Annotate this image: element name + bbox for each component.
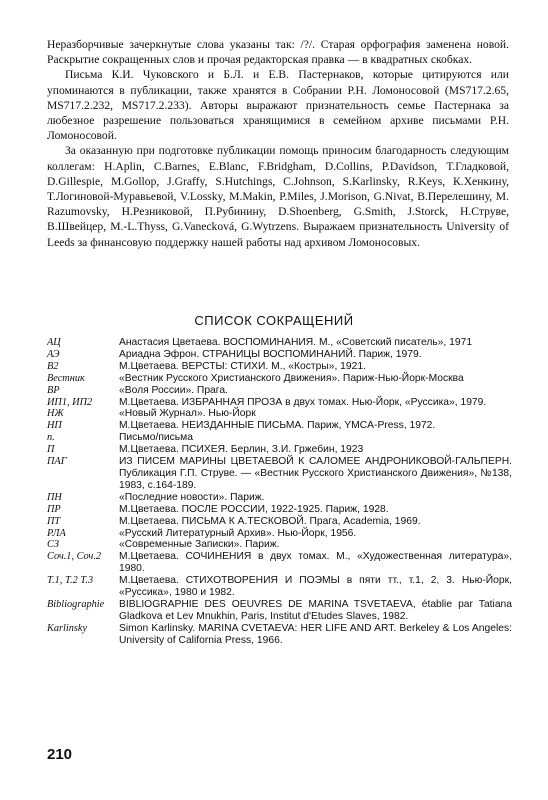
- abbreviation-key: РЛА: [47, 527, 66, 539]
- abbreviation-row: [47, 432, 512, 444]
- abbreviation-row: [47, 408, 512, 420]
- abbreviation-row: [47, 528, 512, 540]
- abbreviation-key: СЗ: [47, 539, 59, 551]
- abbreviation-key: ПР: [47, 503, 61, 515]
- abbreviation-key: Вестник: [47, 372, 85, 384]
- abbreviation-desc: М.Цветаева. ВЕРСТЫ: СТИХИ. М., «Костры», 1921.: [119, 360, 366, 372]
- abbreviation-row: [47, 551, 512, 575]
- intro-text: [47, 37, 509, 250]
- abbreviation-row: [47, 456, 512, 492]
- abbreviation-desc: М.Цветаева. ИЗБРАННАЯ ПРОЗА в двух томах. Нью-Йорк, «Руссика», 1979.: [119, 396, 487, 408]
- abbreviation-key: АЭ: [47, 348, 60, 360]
- abbreviation-row: [47, 444, 512, 456]
- abbreviation-desc: М.Цветаева. СТИХОТВОРЕНИЯ И ПОЭМЫ в пяти тт., т.1, 2, 3. Нью-Йорк, «Руссика», 1980 и 1982.: [119, 575, 512, 599]
- abbreviation-row: [47, 492, 512, 504]
- intro-paragraph-3: За оказанную при подготовке публикации помощь приносим благодарность следующим коллегам: H.Aplin, C.Barnes, E.Blanc, F.Bridgham, D.Collins, P.Davidson, Т.Гладковой, D.Gillespie, M.Gollop, J.Graffy, S.Hutchings, C.Johnson, S.Karlinsky, R.Keys, К.Хенкину, Т.Логиновой-Муравьевой, V.Lossky, M.Makin, P.Miles, J.Morison, G.Nivat, В.Перелешину, M. Razumovsky, Н.Резниковой, П.Рубинину, D.Shoenberg, G.Smith, J.Storck, Н.Струве, В.Швейцер, M.-L.Thyss, G.Vanecková, G.Wytrzens. Выражаем признательность University of Leeds за финансовую поддержку нашей работы над архивом Ломоносовых.: [47, 144, 509, 249]
- page-number: 210: [47, 746, 73, 763]
- abbreviation-row: [47, 516, 512, 528]
- intro-paragraph-1: Неразборчивые зачеркнутые слова указаны так: /?/. Старая орфография заменена новой. Раскрытие сокращенных слов и прочая редакторская правка — в квадратных скобках.: [47, 38, 509, 67]
- abbreviation-key: НЖ: [47, 408, 64, 420]
- abbreviation-key: Соч.1, Соч.2: [47, 551, 102, 563]
- abbreviation-row: [47, 337, 512, 349]
- abbreviation-row: [47, 373, 512, 385]
- abbreviation-desc: BIBLIOGRAPHIE DES OEUVRES DE MARINA TSVETAEVA, établie par Tatiana Gladkova et Lev Mnukhin, Paris, Institut d'Etudes Slaves, 1982.: [119, 598, 512, 622]
- abbreviation-row: [47, 349, 512, 361]
- abbreviation-desc: Ариадна Эфрон. СТРАНИЦЫ ВОСПОМИНАНИЙ. Париж, 1979.: [119, 348, 422, 360]
- abbreviation-key: ПН: [47, 491, 62, 503]
- abbreviation-key: ВР: [47, 384, 60, 396]
- abbreviation-row: [47, 539, 512, 551]
- abbreviation-desc: Письмо/письма: [119, 432, 193, 444]
- abbreviation-key: Т.1, Т.2 Т.3: [47, 575, 94, 587]
- abbreviation-desc: М.Цветаева. ПСИХЕЯ. Берлин, З.И. Гржебин, 1923: [119, 444, 364, 456]
- abbreviation-desc: «Последние новости». Париж.: [119, 491, 265, 503]
- abbreviation-row: [47, 599, 512, 623]
- abbreviation-row: [47, 397, 512, 409]
- abbreviation-desc: «Русский Литературный Архив». Нью-Йорк, 1956.: [119, 527, 357, 539]
- abbreviation-desc: М.Цветаева. СОЧИНЕНИЯ в двух томах. М., «Художественная литература», 1980.: [119, 551, 512, 575]
- abbreviation-row: [47, 623, 512, 647]
- abbreviation-key: п.: [47, 432, 55, 444]
- abbreviation-desc: Анастасия Цветаева. ВОСПОМИНАНИЯ. М., «Советский писатель», 1971: [119, 337, 473, 348]
- abbreviation-row: [47, 361, 512, 373]
- abbreviation-row: [47, 385, 512, 397]
- abbreviation-desc: «Воля России». Прага.: [119, 384, 228, 396]
- abbreviation-desc: «Современные Записки». Париж.: [119, 539, 280, 551]
- abbreviation-key: В2: [47, 360, 59, 372]
- abbreviation-desc: «Новый Журнал». Нью-Йорк: [119, 408, 256, 420]
- abbreviation-desc: М.Цветаева. ПИСЬМА К А.ТЕСКОВОЙ. Прага, Academia, 1969.: [119, 515, 421, 527]
- abbreviation-key: НП: [47, 420, 62, 432]
- abbreviation-row: [47, 420, 512, 432]
- abbreviation-key: ИП1, ИП2: [47, 396, 93, 408]
- abbreviation-key: ПТ: [47, 515, 61, 527]
- abbreviation-desc: М.Цветаева. ПОСЛЕ РОССИИ, 1922-1925. Париж, 1928.: [119, 503, 389, 515]
- abbreviation-desc: М.Цветаева. НЕИЗДАННЫЕ ПИСЬМА. Париж, YMCA-Press, 1972.: [119, 420, 436, 432]
- abbreviation-desc: ИЗ ПИСЕМ МАРИНЫ ЦВЕТАЕВОЙ К САЛОМЕЕ АНДРОНИКОВОЙ-ГАЛЬПЕРН. Публикация Г.П. Струве. — «Вестник Русского Христианского Движения», №138, 1983, с.164-189.: [119, 456, 512, 491]
- abbreviation-key: АЦ: [47, 337, 61, 348]
- abbreviation-row: [47, 575, 512, 599]
- section-heading: СПИСОК СОКРАЩЕНИЙ: [194, 313, 354, 328]
- abbreviation-key: ПАГ: [47, 456, 67, 468]
- abbreviation-desc: Simon Karlinsky. MARINA CVETAEVA: HER LIFE AND ART. Berkeley & Los Angeles: University of California Press, 1966.: [119, 622, 512, 646]
- abbreviation-list: [47, 337, 512, 647]
- abbreviation-desc: «Вестник Русского Христианского Движения». Париж-Нью-Йорк-Москва: [119, 372, 464, 384]
- abbreviation-row: [47, 504, 512, 516]
- abbreviation-key: Karlinsky: [47, 622, 88, 634]
- abbreviation-key: П: [47, 444, 55, 456]
- abbreviation-key: Bibliographie: [47, 598, 105, 610]
- intro-paragraph-2: Письма К.И. Чуковского и Б.Л. и Е.В. Пастернаков, которые цитируются или упоминаются в публикации, также хранятся в Собрании Р.Н. Ломоносовой (MS717.2.65, MS717.2.232, MS717.2.233). Авторы выражают признательность семье Пастернака за любезное разрешение пользоваться хранящимися в семейном архиве письмами Р.Н. Ломоносовой.: [47, 68, 509, 143]
